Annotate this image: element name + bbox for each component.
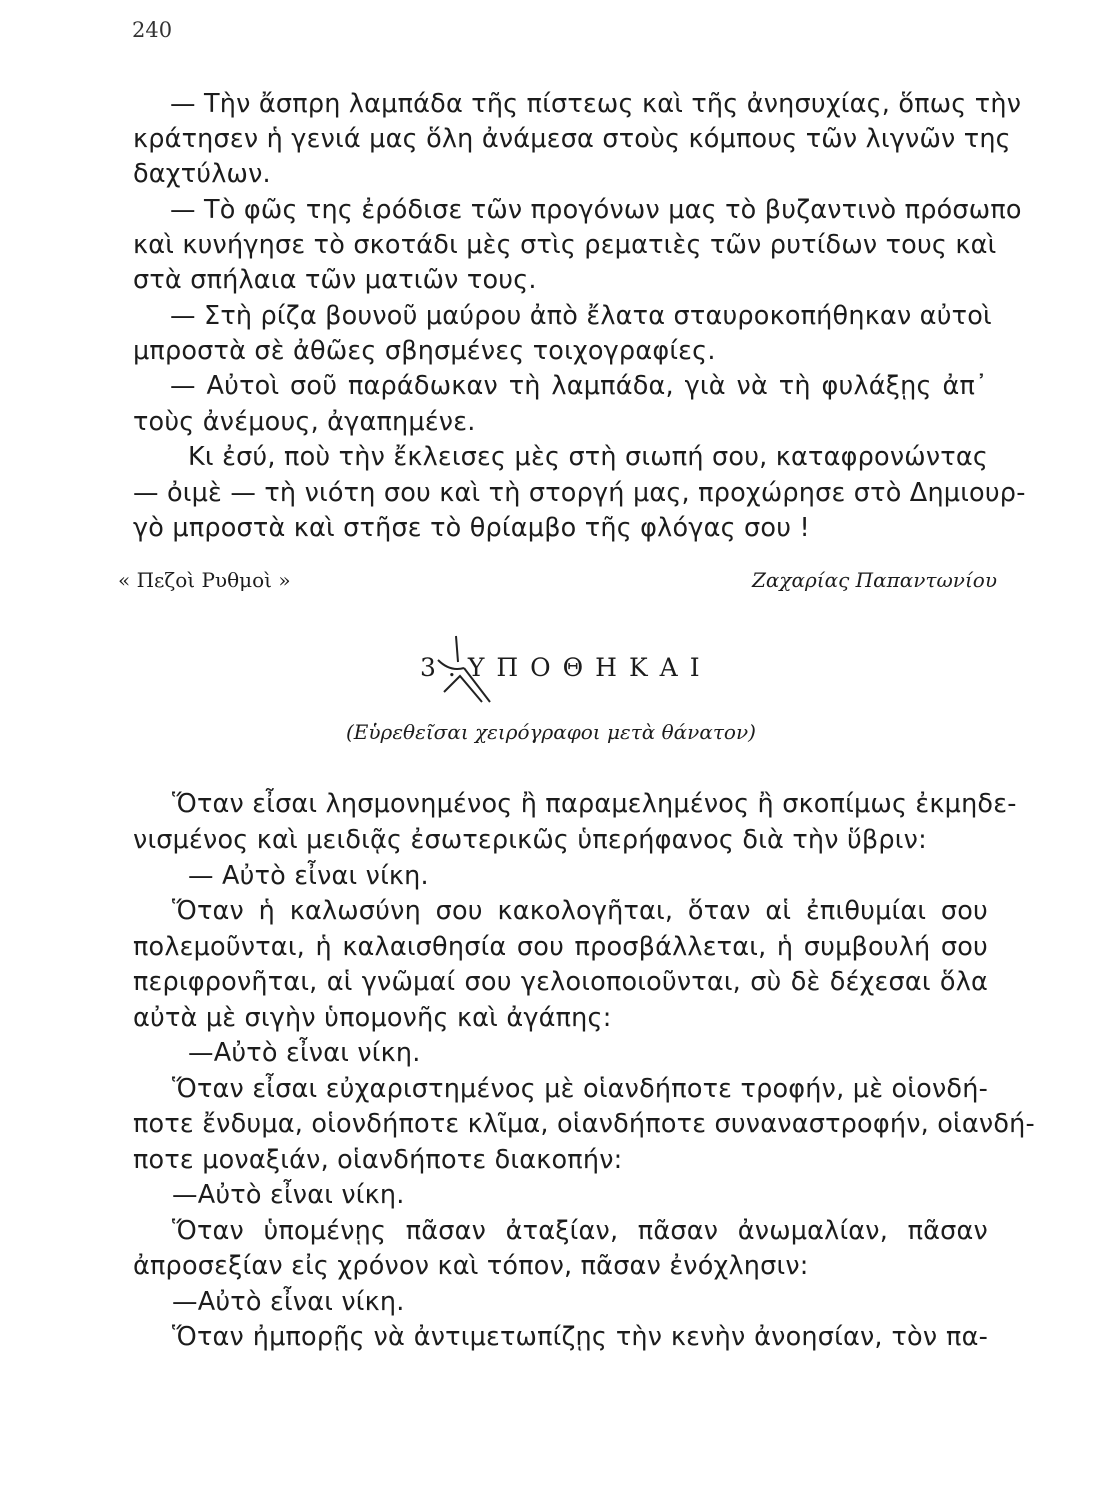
poem1-line-5: καὶ κυνήγησε τὸ σκοτάδι μὲς στὶς ρεματιὲς τῶν ρυτίδων τους καὶ bbox=[133, 230, 997, 260]
poem2-line-9: Ὅταν εἶσαι εὐχαριστημένος μὲ οἱανδήποτε τροφήν, μὲ οἱονδή- bbox=[172, 1074, 988, 1104]
poem1-line-9: — Αὐτοὶ σοῦ παράδωκαν τὴ λαμπάδα, γιὰ νὰ τὴ φυλάξῃς ἀπ᾽ bbox=[170, 371, 988, 401]
section-heading bbox=[420, 653, 712, 682]
poem2-line-6: περιφρονῆται, αἱ γνῶμαί σου γελοιοποιοῦνται, σὺ δὲ δέχεσαι ὅλα bbox=[133, 967, 988, 997]
poem1-line-10: τοὺς ἀνέμους, ἀγαπημένε. bbox=[133, 407, 476, 437]
poem1-line-2: κράτησεν ἡ γενιά μας ὅλη ἀνάμεσα στοὺς κόμπους τῶν λιγνῶν της bbox=[133, 124, 1011, 154]
poem1-author: Ζαχαρίας Παπαντωνίου bbox=[751, 568, 997, 592]
poem2-line-2: νισμένος καὶ μειδιᾷς ἐσωτερικῶς ὑπερήφανος διὰ τὴν ὕβριν: bbox=[133, 825, 927, 855]
section-number: 3. bbox=[420, 653, 468, 682]
poem2-line-15: —Αὐτὸ εἶναι νίκη. bbox=[172, 1287, 405, 1317]
poem2-line-3: — Αὐτὸ εἶναι νίκη. bbox=[188, 861, 429, 891]
poem1-line-12: — ὀιμὲ — τὴ νιότη σου καὶ τὴ στοργή μας, προχώρησε στὸ Δημιουρ- bbox=[133, 478, 1026, 508]
poem2-line-5: πολεμοῦνται, ἡ καλαισθησία σου προσβάλλεται, ἡ συμβουλή σου bbox=[133, 932, 988, 962]
section-subtitle: (Εὑρεθεῖσαι χειρόγραφοι μετὰ θάνατον) bbox=[346, 720, 756, 744]
poem2-line-14: ἀπροσεξίαν εἰς χρόνον καὶ τόπον, πᾶσαν ἐνόχλησιν: bbox=[133, 1251, 809, 1281]
poem1-line-8: μπροστὰ σὲ ἀθῶες σβησμένες τοιχογραφίες. bbox=[133, 336, 716, 366]
poem2-line-7: αὐτὰ μὲ σιγὴν ὑπομονῆς καὶ ἀγάπης: bbox=[133, 1003, 612, 1033]
poem1-line-1: — Τὴν ἄσπρη λαμπάδα τῆς πίστεως καὶ τῆς ἀνησυχίας, ὅπως τὴν bbox=[170, 89, 1022, 119]
poem1-line-11: Κι ἐσύ, ποὺ τὴν ἔκλεισες μὲς στὴ σιωπή σου, καταφρονώντας bbox=[188, 442, 988, 472]
poem1-source: « Πεζοὶ Ρυθμοὶ » bbox=[118, 568, 291, 592]
page-number: 240 bbox=[132, 18, 173, 42]
poem1-line-4: — Τὸ φῶς της ἐρόδισε τῶν προγόνων μας τὸ βυζαντινὸ πρόσωπο bbox=[170, 195, 1022, 225]
poem1-line-13: γὸ μπροστὰ καὶ στῆσε τὸ θρίαμβο τῆς φλόγας σου ! bbox=[133, 513, 810, 543]
poem2-line-1: Ὅταν εἶσαι λησμονημένος ἢ παραμελημένος ἢ σκοπίμως ἐκμηδε- bbox=[172, 789, 1017, 819]
poem2-line-8: —Αὐτὸ εἶναι νίκη. bbox=[188, 1038, 421, 1068]
poem2-line-16: Ὅταν ἠμπορῇς νὰ ἀντιμετωπίζῃς τὴν κενὴν ἀνοησίαν, τὸν πα- bbox=[172, 1322, 988, 1352]
poem2-line-12: —Αὐτὸ εἶναι νίκη. bbox=[172, 1180, 405, 1210]
poem2-line-4: Ὅταν ἡ καλωσύνη σου κακολογῆται, ὅταν αἱ ἐπιθυμίαι σου bbox=[172, 896, 988, 926]
poem2-line-11: ποτε μοναξιάν, οἱανδήποτε διακοπήν: bbox=[133, 1145, 623, 1175]
poem1-line-6: στὰ σπήλαια τῶν ματιῶν τους. bbox=[133, 265, 537, 295]
poem2-line-10: ποτε ἔνδυμα, οἱονδήποτε κλῖμα, οἱανδήποτε συναναστροφήν, οἱανδή- bbox=[133, 1109, 1035, 1139]
poem1-line-7: — Στὴ ρίζα βουνοῦ μαύρου ἀπὸ ἔλατα σταυροκοπήθηκαν αὐτοὶ bbox=[170, 301, 992, 331]
poem2-line-13: Ὅταν ὑπομένῃς πᾶσαν ἀταξίαν, πᾶσαν ἀνωμαλίαν, πᾶσαν bbox=[172, 1216, 988, 1246]
section-title: ΥΠΟΘΗΚΑΙ bbox=[467, 653, 712, 682]
poem1-line-3: δαχτύλων. bbox=[133, 159, 271, 189]
